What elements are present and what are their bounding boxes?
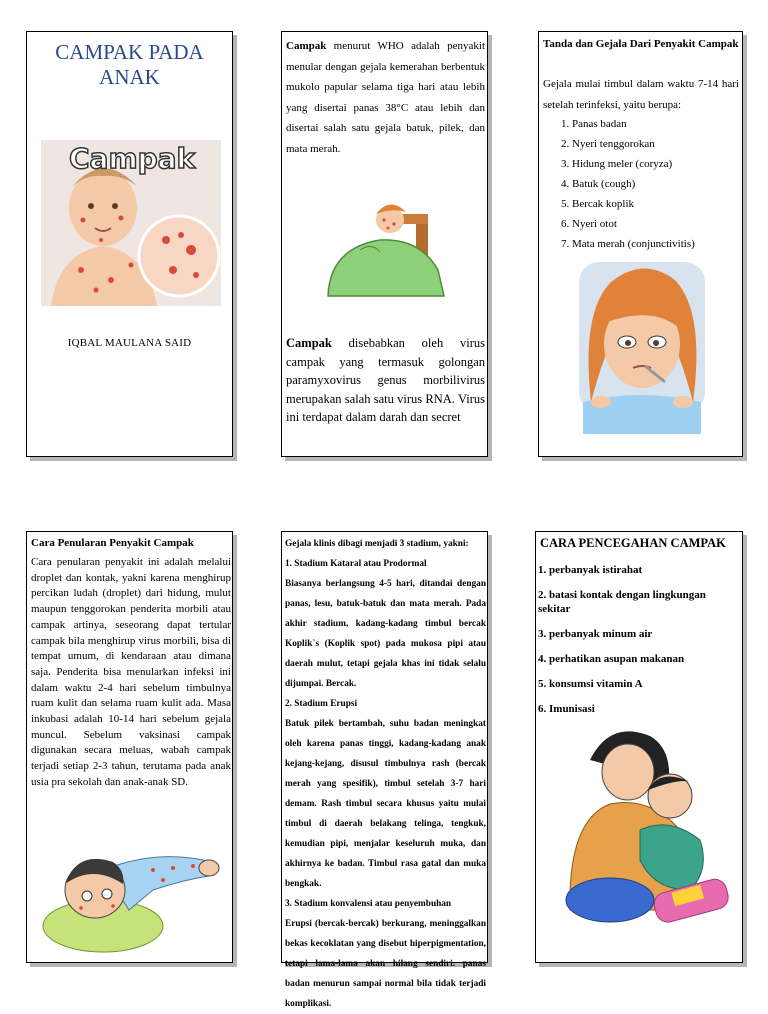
definition-text (286, 36, 485, 159)
list-item: 5. Bercak koplik (561, 198, 635, 210)
list-item: 4. perhatikan asupan makanan (538, 653, 685, 665)
list-item: 1. Panas badan (561, 118, 627, 130)
cover-title (27, 40, 232, 90)
list-item: 6. Nyeri otot (561, 218, 617, 230)
list-item: 2. Nyeri tenggorokan (561, 138, 655, 150)
stage3-title: 3. Stadium konvalensi atau penyembuhan (285, 899, 452, 909)
transmission-panel (26, 531, 233, 963)
stage2-title: 2. Stadium Erupsi (285, 699, 358, 709)
stages-intro: Gejala klinis dibagi menjadi 3 stadium, yakni: (285, 539, 469, 549)
stage3-text: Erupsi (bercak-bercak) berkurang, meninggalkan bekas kecoklatan yang disebut hiperpigmentation, tetapi lama-lama akan hilang sendiri. panas badan menurun sampai normal bila tidak terjadi komplikasi. (285, 919, 486, 1009)
child-with-rash-image (33, 810, 229, 960)
list-item: 3. Hidung meler (coryza) (561, 158, 673, 170)
cause-body: disebabkan oleh virus campak yang termasuk golongan paramyxovirus genus morbilivirus merupakan salah satu virus RNA. Virus ini terdapat dalam darah dan secret (286, 336, 485, 424)
cover-image-caption: Campak (69, 142, 196, 175)
sick-girl-thermometer-image (573, 252, 711, 434)
mother-feeding-child-image (550, 720, 736, 928)
prevention-list (538, 563, 738, 727)
list-item: 2. batasi kontak dengan lingkungan sekitar (538, 589, 706, 615)
cause-term: Campak (286, 336, 332, 350)
list-item: 5. konsumsi vitamin A (538, 678, 643, 690)
cover-title-line2: ANAK (99, 65, 160, 89)
list-item: 1. perbanyak istirahat (538, 564, 643, 576)
stage2-text: Batuk pilek bertambah, suhu badan meningkat oleh karena panas tinggi, kadang-kadang anak kejang-kejang, disusul timbulnya rash (bercak merah yang spesifik), timbul setelah 3-7 hari demam. Rash timbul secara khusus yaitu mulai timbul di daerah belakang telinga, tengkuk, kemudian pipi, menjalar keseluruh muka, dan akhirnya ke badan. Timbul rasa gatal dan muka bengkak. (285, 719, 486, 889)
symptoms-list (561, 114, 695, 254)
symptoms-heading: Tanda dan Gejala Dari Penyakit Campak (543, 38, 739, 50)
stage1-text: Biasanya berlangsung 4-5 hari, ditandai dengan panas, lesu, batuk-batuk dan mata merah. Pada akhir stadium, kadang-kadang timbul bercak Koplik`s (Koplik spot) pada mukosa pipi atau daerah mulut, tetapi gejala khas ini tidak selalu dijumpai. Bercak. (285, 579, 486, 689)
definition-panel (281, 31, 488, 457)
cover-panel (26, 31, 233, 457)
cover-title-line1: CAMPAK PADA (55, 40, 204, 64)
sick-child-in-bed-image (320, 188, 450, 296)
stages-content (285, 534, 486, 1014)
stage1-title: 1. Stadium Kataral atau Prodormal (285, 559, 427, 569)
cause-text (286, 334, 485, 427)
cover-image (41, 140, 221, 306)
prevention-panel (535, 531, 743, 963)
definition-term: Campak (286, 40, 327, 52)
prevention-heading: CARA PENCEGAHAN CAMPAK (540, 536, 726, 550)
list-item: 4. Batuk (cough) (561, 178, 636, 190)
transmission-text: Cara penularan penyakit ini adalah melalui droplet dan kontak, yakni karena menghirup percikan ludah (droplet) dari hidung, mulut maupun tenggorokan penderita morbili atau campak artinya, seseorang dapat tertular campak bila menghirup virus morbili, bisa di tempat umum, di kendaraan atau dimana saja. Penderita bisa menularkan infeksi ini dalam waktu 2-4 hari sebelum timbulnya ruam kulit dan selama ruam kulit ada. Masa inkubasi adalah 10-14 hari sebelum gejala muncul. Sebelum vaksinasi campak digunakan secara meluas, wabah campak terjadi setiap 2-3 tahun, terutama pada anak usia pra sekolah dan anak-anak SD. (31, 556, 231, 788)
cover-author: IQBAL MAULANA SAID (67, 337, 192, 349)
list-item: 3. perbanyak minum air (538, 628, 653, 640)
transmission-heading: Cara Penularan Penyakit Campak (31, 537, 194, 549)
stages-panel (281, 531, 488, 1009)
definition-body: menurut WHO adalah penyakit menular dengan gejala kemerahan berbentuk mukolo papular selama tiga hari atau lebih yang disertai panas 38°C atau lebih dan disertai salah satu gejala batuk, pilek, dan mata merah. (286, 40, 485, 155)
symptoms-intro: Gejala mulai timbul dalam waktu 7-14 hari setelah terinfeksi, yaitu berupa: (543, 78, 739, 111)
list-item: 7. Mata merah (conjunctivitis) (561, 238, 695, 250)
list-item: 6. Imunisasi (538, 703, 595, 715)
symptoms-panel (538, 31, 743, 457)
